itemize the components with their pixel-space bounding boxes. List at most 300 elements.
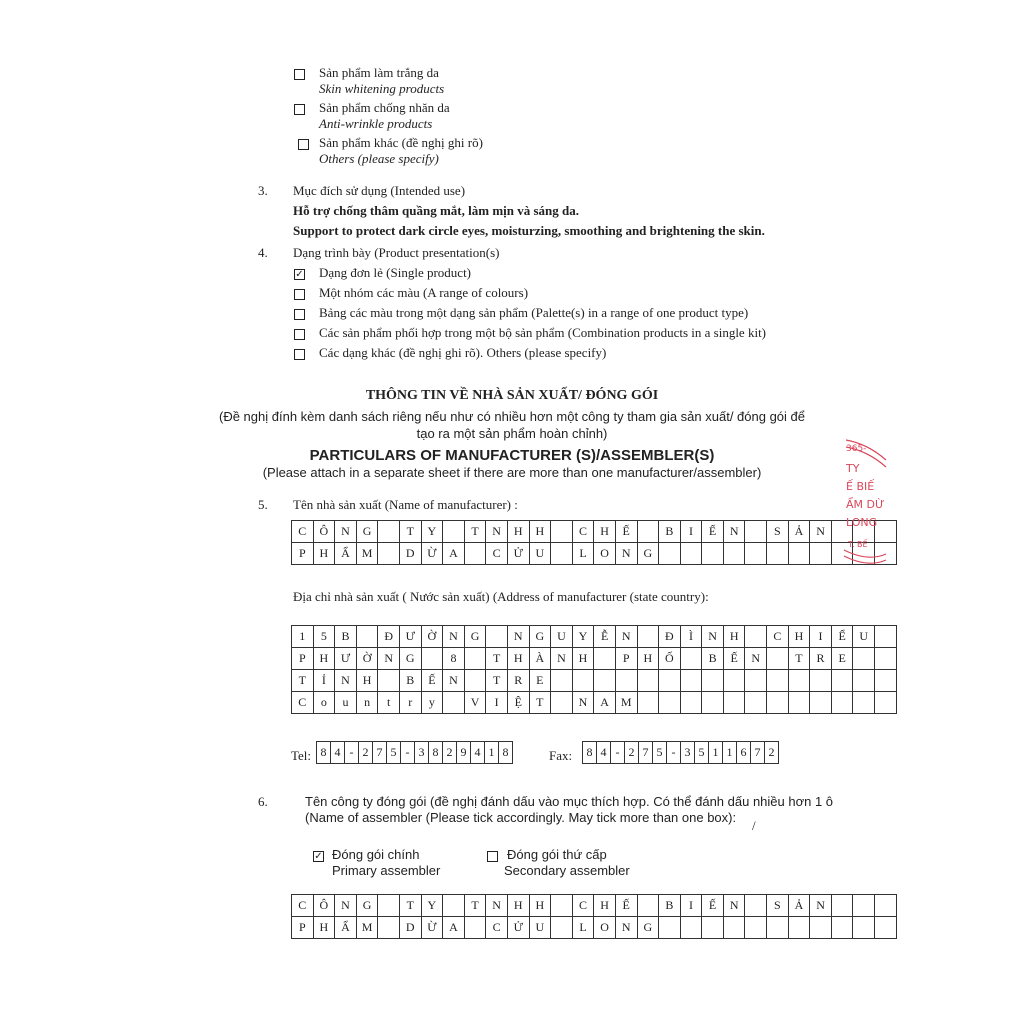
grid-cell: t (378, 692, 400, 714)
grid-cell: N (507, 626, 529, 648)
grid-cell (853, 648, 875, 670)
address-label: Địa chỉ nhà sản xuất ( Nước sản xuất) (Address of manufacturer (state country): (293, 589, 709, 604)
grid-cell: Ì (680, 626, 702, 648)
grid-cell: 1 (292, 626, 314, 648)
grid-cell: C (292, 692, 314, 714)
grid-cell: H (529, 895, 551, 917)
grid-cell: Ờ (356, 648, 378, 670)
grid-cell: G (464, 626, 486, 648)
digit-cell: 1 (723, 742, 737, 764)
grid-cell (443, 895, 465, 917)
digit-cell: 2 (625, 742, 639, 764)
grid-cell (615, 670, 637, 692)
grid-cell: L (572, 543, 594, 565)
grid-cell: A (594, 692, 616, 714)
product-type-en: Anti-wrinkle products (319, 116, 433, 131)
grid-cell: r (399, 692, 421, 714)
grid-cell: N (745, 648, 767, 670)
stamp-text-1: 365- (846, 444, 867, 454)
digit-cell: - (345, 742, 359, 764)
digit-cell: - (611, 742, 625, 764)
grid-cell: P (292, 648, 314, 670)
grid-cell: Ể (831, 626, 853, 648)
intended-use-number: 3. (258, 183, 268, 198)
manufacturer-address-grid (291, 625, 897, 714)
grid-cell: Ờ (421, 626, 443, 648)
digit-cell: 2 (765, 742, 779, 764)
grid-cell: R (507, 670, 529, 692)
presentation-checkbox[interactable] (294, 309, 305, 320)
grid-cell: N (551, 648, 573, 670)
product-type-vi: Sản phẩm làm trắng da (319, 65, 439, 80)
presentation-checkbox[interactable]: ✓ (295, 269, 304, 280)
presentation-option: Bảng các màu trong một dạng sản phẩm (Palette(s) in a range of one product type) (319, 305, 749, 320)
grid-cell: D (399, 543, 421, 565)
digit-cell: 4 (331, 742, 345, 764)
grid-cell: Ừ (421, 543, 443, 565)
grid-cell (810, 917, 832, 939)
manufacturer-name-grid (291, 520, 897, 565)
grid-cell: Ế (421, 670, 443, 692)
stamp-text-3: Ế BIẾ (846, 480, 875, 493)
grid-cell: M (356, 917, 378, 939)
grid-cell: H (507, 521, 529, 543)
grid-cell (767, 917, 789, 939)
grid-cell (723, 543, 745, 565)
intended-use-en: Support to protect dark circle eyes, moisturzing, smoothing and brightening the skin. (293, 223, 765, 238)
assembler-number: 6. (258, 794, 268, 809)
grid-cell: H (313, 648, 335, 670)
grid-cell (745, 692, 767, 714)
digit-cell: 3 (681, 742, 695, 764)
grid-cell: A (443, 543, 465, 565)
tel-grid (316, 741, 513, 764)
grid-cell: T (464, 895, 486, 917)
manufacturer-label: Tên nhà sản xuất (Name of manufacturer) : (293, 497, 518, 512)
grid-cell (464, 648, 486, 670)
grid-cell: H (313, 543, 335, 565)
grid-cell: C (572, 895, 594, 917)
digit-cell: - (667, 742, 681, 764)
product-type-en: Skin whitening products (319, 81, 445, 96)
grid-cell (831, 917, 853, 939)
section-title-en: PARTICULARS OF MANUFACTURER (S)/ASSEMBLER(S) (309, 447, 715, 464)
grid-cell: T (486, 648, 508, 670)
grid-cell: Ô (313, 895, 335, 917)
grid-cell (356, 626, 378, 648)
grid-cell: U (529, 917, 551, 939)
grid-cell: Đ (659, 626, 681, 648)
grid-cell (680, 917, 702, 939)
grid-cell (853, 917, 875, 939)
grid-cell: Ệ (507, 692, 529, 714)
grid-cell (745, 917, 767, 939)
digit-cell: - (401, 742, 415, 764)
grid-cell: N (443, 670, 465, 692)
grid-cell: R (810, 648, 832, 670)
pen-mark: / (752, 818, 756, 833)
grid-cell: G (356, 521, 378, 543)
grid-cell: G (637, 917, 659, 939)
grid-cell: y (421, 692, 443, 714)
grid-cell: 8 (443, 648, 465, 670)
grid-cell: Ử (507, 543, 529, 565)
section-note-vi-1: (Đề nghị đính kèm danh sách riêng nếu như có nhiều hơn một công ty tham gia sản xuất/ đóng gói để (219, 409, 805, 424)
digit-cell: 8 (499, 742, 513, 764)
presentation-option: Các dạng khác (đề nghị ghi rõ). Others (please specify) (319, 345, 607, 360)
digit-cell: 5 (695, 742, 709, 764)
grid-cell (875, 895, 897, 917)
grid-cell (702, 692, 724, 714)
grid-cell: B (335, 626, 357, 648)
grid-cell: V (464, 692, 486, 714)
grid-cell: E (529, 670, 551, 692)
grid-cell (875, 626, 897, 648)
grid-cell: O (594, 917, 616, 939)
grid-cell: U (529, 543, 551, 565)
digit-cell: 2 (359, 742, 373, 764)
presentation-checkbox[interactable] (294, 329, 305, 340)
grid-cell: H (788, 626, 810, 648)
grid-cell (680, 543, 702, 565)
grid-cell: N (486, 895, 508, 917)
secondary-assembler-en: Secondary assembler (504, 863, 630, 878)
grid-cell (745, 670, 767, 692)
grid-cell (551, 670, 573, 692)
grid-cell (551, 521, 573, 543)
grid-cell (831, 670, 853, 692)
grid-cell (745, 521, 767, 543)
primary-assembler-vi: Đóng gói chính (332, 847, 420, 862)
grid-cell: n (356, 692, 378, 714)
grid-cell: T (399, 895, 421, 917)
grid-cell: Ư (399, 626, 421, 648)
grid-cell: C (767, 626, 789, 648)
grid-cell: Ả (788, 895, 810, 917)
grid-cell: C (486, 543, 508, 565)
grid-cell: S (767, 521, 789, 543)
grid-cell (788, 543, 810, 565)
presentation-label: Dạng trình bày (Product presentation(s) (293, 245, 500, 260)
grid-cell: N (335, 670, 357, 692)
grid-cell: G (529, 626, 551, 648)
grid-cell: Ừ (421, 917, 443, 939)
digit-cell: 1 (709, 742, 723, 764)
grid-cell: Ỉ (313, 670, 335, 692)
grid-cell (810, 543, 832, 565)
grid-cell: N (723, 895, 745, 917)
grid-cell (551, 917, 573, 939)
product-type-en: Others (please specify) (319, 151, 439, 166)
grid-cell: N (615, 543, 637, 565)
product-type-checkbox[interactable] (294, 104, 305, 115)
grid-cell: Ẩ (335, 917, 357, 939)
grid-cell: U (853, 626, 875, 648)
digit-cell: 4 (597, 742, 611, 764)
grid-cell: M (356, 543, 378, 565)
grid-cell: T (529, 692, 551, 714)
digit-cell: 7 (373, 742, 387, 764)
grid-cell: P (292, 543, 314, 565)
grid-cell: u (335, 692, 357, 714)
presentation-number: 4. (258, 245, 268, 260)
grid-cell: B (399, 670, 421, 692)
grid-cell (659, 692, 681, 714)
grid-cell: C (292, 895, 314, 917)
grid-cell: U (551, 626, 573, 648)
grid-cell (702, 670, 724, 692)
product-type-vi: Sản phẩm khác (đề nghị ghi rõ) (319, 135, 483, 150)
grid-cell: H (594, 895, 616, 917)
grid-cell (551, 543, 573, 565)
primary-assembler-en: Primary assembler (332, 863, 441, 878)
grid-cell: C (572, 521, 594, 543)
tel-label: Tel: (291, 748, 312, 763)
grid-cell: N (335, 895, 357, 917)
grid-cell: Ố (659, 648, 681, 670)
grid-cell: Ế (615, 895, 637, 917)
grid-cell: T (292, 670, 314, 692)
grid-cell: H (507, 895, 529, 917)
grid-cell (594, 670, 616, 692)
digit-cell: 9 (457, 742, 471, 764)
grid-cell: S (767, 895, 789, 917)
grid-cell: O (594, 543, 616, 565)
stamp-text-4: ẨM DỪ (846, 498, 885, 511)
digit-cell: 5 (387, 742, 401, 764)
grid-cell: Đ (378, 626, 400, 648)
grid-cell (875, 917, 897, 939)
grid-cell: N (335, 521, 357, 543)
grid-cell: N (810, 895, 832, 917)
grid-cell (810, 692, 832, 714)
grid-cell (551, 895, 573, 917)
secondary-assembler-checkbox[interactable] (487, 851, 498, 862)
grid-cell: Ư (335, 648, 357, 670)
grid-cell (723, 917, 745, 939)
grid-cell: Y (421, 895, 443, 917)
grid-cell (853, 670, 875, 692)
grid-cell (378, 670, 400, 692)
grid-cell: T (399, 521, 421, 543)
grid-cell: N (378, 648, 400, 670)
presentation-checkbox[interactable] (294, 289, 305, 300)
grid-cell (745, 626, 767, 648)
grid-cell (421, 648, 443, 670)
grid-cell (659, 670, 681, 692)
stamp-text-5: LONG (846, 516, 878, 529)
grid-cell (745, 895, 767, 917)
assembler-name-grid (291, 894, 897, 939)
grid-cell (767, 543, 789, 565)
digit-cell: 8 (429, 742, 443, 764)
manufacturer-number: 5. (258, 497, 268, 512)
product-type-checkbox[interactable] (294, 69, 305, 80)
stamp-text-6: T. BẾ (848, 540, 868, 549)
digit-cell: 6 (737, 742, 751, 764)
grid-cell (464, 543, 486, 565)
grid-cell: Ả (788, 521, 810, 543)
grid-cell: N (615, 626, 637, 648)
digit-cell: 8 (583, 742, 597, 764)
grid-cell (875, 670, 897, 692)
grid-cell: C (486, 917, 508, 939)
grid-cell (831, 692, 853, 714)
grid-cell: T (788, 648, 810, 670)
stamp-text-2: TY (846, 462, 860, 475)
grid-cell: P (292, 917, 314, 939)
grid-cell: H (723, 626, 745, 648)
grid-cell: T (486, 670, 508, 692)
grid-cell: D (399, 917, 421, 939)
grid-cell: Ế (702, 521, 724, 543)
grid-cell: H (507, 648, 529, 670)
grid-cell (788, 692, 810, 714)
grid-cell: B (659, 895, 681, 917)
grid-cell: G (637, 543, 659, 565)
grid-cell: C (292, 521, 314, 543)
grid-cell (637, 626, 659, 648)
grid-cell (378, 917, 400, 939)
grid-cell: o (313, 692, 335, 714)
grid-cell: Ô (313, 521, 335, 543)
grid-cell: E (831, 648, 853, 670)
grid-cell: T (464, 521, 486, 543)
grid-cell: A (443, 917, 465, 939)
grid-cell (659, 917, 681, 939)
digit-cell: 7 (751, 742, 765, 764)
grid-cell: 5 (313, 626, 335, 648)
digit-cell: 7 (639, 742, 653, 764)
grid-cell: N (572, 692, 594, 714)
digit-cell: 1 (485, 742, 499, 764)
grid-cell (378, 543, 400, 565)
section-title-vi: THÔNG TIN VỀ NHÀ SẢN XUẤT/ ĐÓNG GÓI (365, 388, 659, 403)
section-note-en: (Please attach in a separate sheet if there are more than one manufacturer/assembler) (262, 465, 762, 480)
grid-cell (810, 670, 832, 692)
grid-cell (767, 648, 789, 670)
grid-cell (378, 895, 400, 917)
product-type-vi: Sản phẩm chống nhăn da (319, 100, 450, 115)
grid-cell: H (572, 648, 594, 670)
presentation-option: Một nhóm các màu (A range of colours) (319, 285, 529, 300)
presentation-checkbox[interactable] (294, 349, 305, 360)
grid-cell: B (659, 521, 681, 543)
grid-cell: Ế (615, 521, 637, 543)
grid-cell (767, 692, 789, 714)
grid-cell (831, 895, 853, 917)
digit-cell: 4 (471, 742, 485, 764)
grid-cell: M (615, 692, 637, 714)
grid-cell (572, 670, 594, 692)
grid-cell (443, 692, 465, 714)
grid-cell (853, 692, 875, 714)
grid-cell (680, 692, 702, 714)
grid-cell (702, 917, 724, 939)
grid-cell: L (572, 917, 594, 939)
assembler-line-2: (Name of assembler (Please tick accordingly. May tick more than one box): (305, 810, 737, 825)
grid-cell (594, 648, 616, 670)
grid-cell (486, 626, 508, 648)
grid-cell: Y (572, 626, 594, 648)
grid-cell: H (356, 670, 378, 692)
grid-cell (723, 670, 745, 692)
grid-cell: Ẩ (335, 543, 357, 565)
grid-cell: H (637, 648, 659, 670)
fax-grid (582, 741, 779, 764)
grid-cell (680, 648, 702, 670)
grid-cell (788, 670, 810, 692)
grid-cell (637, 521, 659, 543)
intended-use-vi: Hỗ trợ chống thâm quầng mắt, làm mịn và sáng da. (293, 203, 580, 218)
grid-cell (702, 543, 724, 565)
intended-use-label: Mục đích sử dụng (Intended use) (293, 183, 466, 198)
fax-label: Fax: (549, 748, 573, 763)
grid-cell (378, 521, 400, 543)
grid-cell: À (529, 648, 551, 670)
grid-cell: Ế (702, 895, 724, 917)
grid-cell: N (810, 521, 832, 543)
product-type-checkbox[interactable] (298, 139, 309, 150)
grid-cell: G (399, 648, 421, 670)
grid-cell: Y (421, 521, 443, 543)
grid-cell: Ế (723, 648, 745, 670)
grid-cell: I (680, 895, 702, 917)
grid-cell (464, 917, 486, 939)
grid-cell (637, 670, 659, 692)
grid-cell (788, 917, 810, 939)
grid-cell: B (702, 648, 724, 670)
assembler-line-1: Tên công ty đóng gói (đề nghị đánh dấu vào mục thích hợp. Có thể đánh dấu nhiều hơn 1 ô (305, 794, 834, 809)
digit-cell: 8 (317, 742, 331, 764)
grid-cell (853, 895, 875, 917)
grid-cell: H (529, 521, 551, 543)
grid-cell (723, 692, 745, 714)
grid-cell (551, 692, 573, 714)
grid-cell: N (702, 626, 724, 648)
grid-cell (875, 648, 897, 670)
grid-cell (443, 521, 465, 543)
grid-cell: I (680, 521, 702, 543)
digit-cell: 5 (653, 742, 667, 764)
grid-cell: I (486, 692, 508, 714)
grid-cell (745, 543, 767, 565)
grid-cell (767, 670, 789, 692)
grid-cell: H (594, 521, 616, 543)
digit-cell: 2 (443, 742, 457, 764)
digit-cell: 3 (415, 742, 429, 764)
grid-cell (659, 543, 681, 565)
presentation-option: Các sản phẩm phối hợp trong một bộ sản phẩm (Combination products in a single kit) (319, 325, 767, 340)
secondary-assembler-vi: Đóng gói thứ cấp (507, 847, 607, 862)
primary-assembler-checkbox[interactable]: ✓ (314, 851, 323, 862)
grid-cell: H (313, 917, 335, 939)
grid-cell: N (723, 521, 745, 543)
grid-cell (680, 670, 702, 692)
grid-cell: I (810, 626, 832, 648)
grid-cell (875, 692, 897, 714)
presentation-option: Dạng đơn lẻ (Single product) (319, 265, 472, 280)
grid-cell: N (615, 917, 637, 939)
grid-cell: N (486, 521, 508, 543)
grid-cell (637, 692, 659, 714)
grid-cell: P (615, 648, 637, 670)
grid-cell: N (443, 626, 465, 648)
grid-cell: G (356, 895, 378, 917)
grid-cell: Ễ (594, 626, 616, 648)
section-note-vi-2: tạo ra một sản phẩm hoàn chỉnh) (416, 426, 608, 441)
grid-cell: Ử (507, 917, 529, 939)
